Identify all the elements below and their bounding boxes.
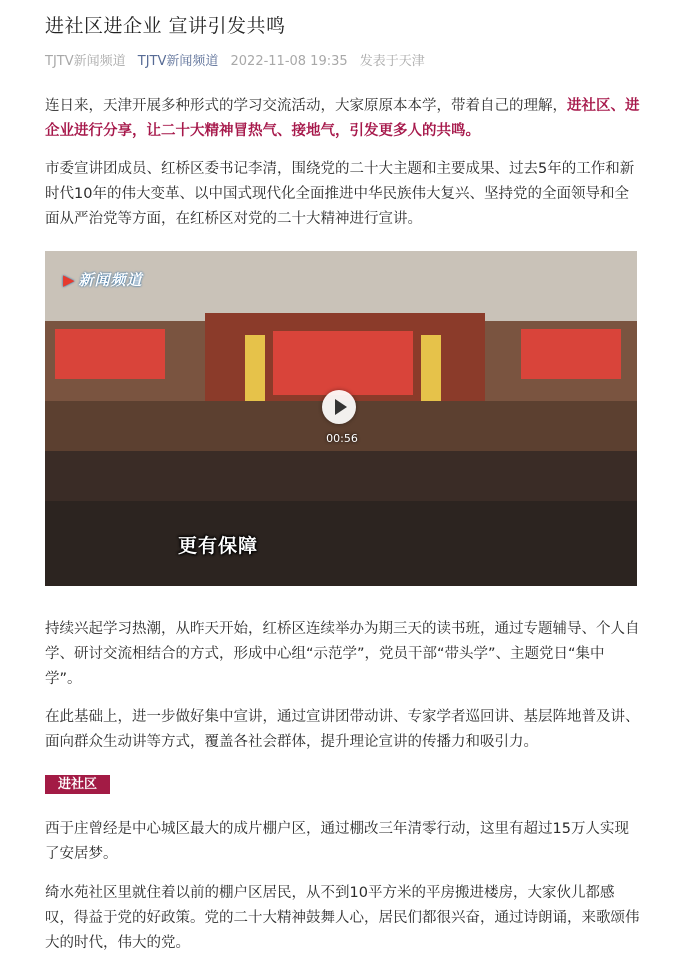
intro-highlight: 进社区、进企业进行分享，让二十大精神冒热气、接地气，引发更多人的共鸣。: [45, 98, 640, 139]
publish-location: 发表于天津: [359, 54, 425, 69]
video-duration: 00:56: [326, 432, 358, 445]
video-caption: 更有保障: [178, 535, 259, 557]
intro-text: 连日来，天津开展多种形式的学习交流活动，大家原原本本学，带着自己的理解，: [45, 98, 567, 114]
play-icon[interactable]: [322, 390, 356, 424]
paragraph-4: 在此基础上，进一步做好集中宣讲，通过宣讲团带动讲、专家学者巡回讲、基层阵地普及讲、面向群众生动讲等方式，覆盖各社会群体，提升理论宣讲的传播力和吸引力。: [45, 709, 640, 750]
article-meta: [45, 50, 433, 69]
author-name: TJTV新闻频道: [45, 54, 126, 69]
paragraph-intro: [45, 94, 640, 144]
publish-datetime: 2022-11-08 19:35: [230, 54, 348, 69]
logo-text: 新闻频道: [78, 271, 143, 289]
channel-logo: ▶ 新闻频道: [63, 271, 143, 289]
paragraph-3: 持续兴起学习热潮，从昨天开始，红桥区连续举办为期三天的读书班，通过专题辅导、个人自学、研讨交流相结合的方式，形成中心组“示范学”，党员干部“带头学”、主题党日“集中学”。: [45, 621, 640, 687]
article-title: 进社区进企业 宣讲引发共鸣: [45, 15, 286, 37]
paragraph-5: 西于庄曾经是中心城区最大的成片棚户区，通过棚改三年清零行动，这里有超过15万人实现了安居梦。: [45, 821, 629, 862]
section-tag: 进社区: [45, 775, 110, 794]
paragraph-2: 市委宣讲团成员、红桥区委书记李清，围绕党的二十大主题和主要成果、过去5年的工作和新时代10年的伟大变革、以中国式现代化全面推进中华民族伟大复兴、坚持党的全面领导和全面从严治党等方面，在红桥区对党的二十大精神进行宣讲。: [45, 161, 635, 227]
account-link[interactable]: TJTV新闻频道: [137, 54, 219, 69]
paragraph-6: 绮水苑社区里就住着以前的棚户区居民，从不到10平方米的平房搬进楼房，大家伙儿都感叹，得益于党的好政策。党的二十大精神鼓舞人心，居民们都很兴奋，通过诗朗诵，来歌颂伟大的时代，伟大的党。: [45, 885, 640, 951]
